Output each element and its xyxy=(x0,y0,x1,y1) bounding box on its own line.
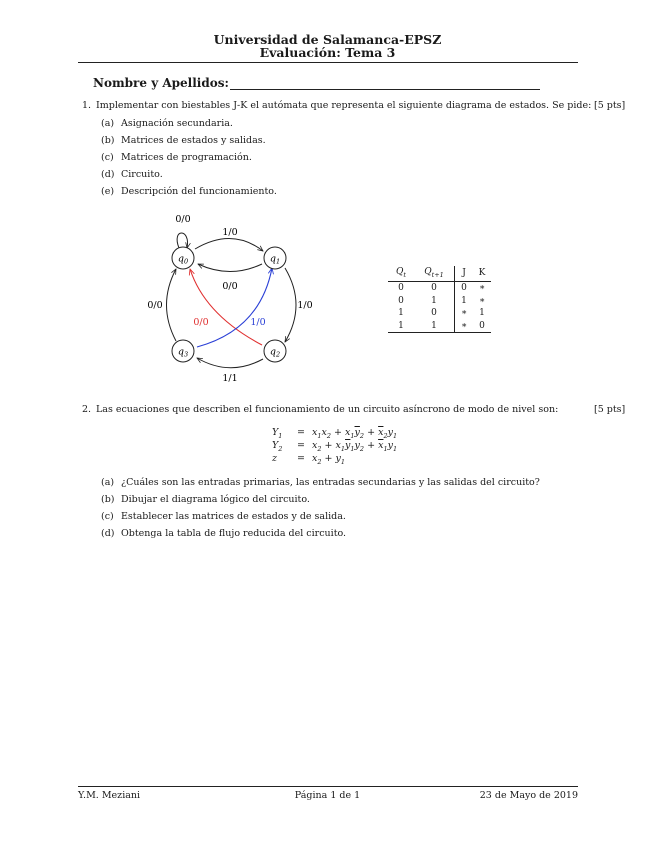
table-row xyxy=(388,295,491,308)
footer-page: Página 1 de 1 xyxy=(294,790,361,801)
label-q1-q2: 1/0 xyxy=(297,300,313,311)
item-text: Matrices de estados y salidas. xyxy=(121,135,266,146)
edge-self-q0 xyxy=(177,233,187,248)
q1-item-b xyxy=(101,135,266,146)
label-self-q0: 0/0 xyxy=(175,214,191,225)
item-label: (d) xyxy=(101,169,115,180)
edge-q3-q0 xyxy=(167,269,177,341)
item-label: (a) xyxy=(101,118,115,129)
q2-item-c xyxy=(101,511,346,522)
jk-header-qt: $Q_t$ xyxy=(395,267,406,279)
q1-item-c xyxy=(101,152,252,163)
footer-author: Y.M. Meziani xyxy=(78,790,141,801)
item-text: Circuito. xyxy=(121,169,163,180)
jk-cell: 0 xyxy=(479,320,485,331)
label-q3-q0: 0/0 xyxy=(147,300,163,311)
jk-header-k: K xyxy=(478,268,486,279)
q2-item-d xyxy=(101,528,346,539)
institution-title: Universidad de Salamanca-EPSZ xyxy=(213,32,442,47)
item-text: Dibujar el diagrama lógico del circuito. xyxy=(121,494,310,505)
jk-cell: 0 xyxy=(414,282,455,295)
item-label: (e) xyxy=(101,186,115,197)
header-rule xyxy=(78,62,578,63)
item-label: (a) xyxy=(101,477,115,488)
item-text: Establecer las matrices de estados y de salida. xyxy=(121,511,346,522)
q2-number: 2. xyxy=(82,404,92,415)
name-underline xyxy=(230,89,540,90)
edge-q3-q1 xyxy=(197,268,272,347)
state-diagram xyxy=(135,205,335,390)
label-q3-q1: 1/0 xyxy=(250,317,266,328)
q2-item-a xyxy=(101,477,540,488)
table-row xyxy=(388,307,491,320)
exam-title: Evaluación: Tema 3 xyxy=(259,45,396,60)
jk-cell: 1 xyxy=(398,320,404,331)
jk-cell: 1 xyxy=(398,308,404,319)
item-text: Asignación secundaria. xyxy=(121,118,233,129)
jk-table xyxy=(388,266,491,333)
jk-cell: ∗ xyxy=(460,320,468,331)
state-q3-label: $q_3$ xyxy=(177,346,189,359)
equation-y1: $Y_1 = x_1x_2 + x_1\overline{y}_2 + \overline{x}_2y_1$ xyxy=(272,427,398,440)
item-label: (b) xyxy=(101,135,115,146)
item-text: Obtenga la tabla de flujo reducida del circuito. xyxy=(121,528,347,539)
name-label: Nombre y Apellidos: xyxy=(93,76,229,90)
item-text: Matrices de programación. xyxy=(121,152,252,163)
label-q2-q3: 1/1 xyxy=(222,373,238,384)
jk-cell: 0 xyxy=(398,283,404,294)
item-label: (c) xyxy=(101,152,114,163)
table-row xyxy=(388,320,491,333)
edge-q2-q3 xyxy=(197,358,263,368)
jk-cell: 0 xyxy=(414,307,455,320)
q1-item-a xyxy=(101,118,233,129)
edge-q0-q1 xyxy=(195,238,263,251)
table-row xyxy=(388,282,491,295)
jk-cell: 0 xyxy=(398,295,404,306)
item-text: ¿Cuáles son las entradas primarias, las entradas secundarias y las salidas del circuito? xyxy=(121,477,540,488)
jk-cell: 1 xyxy=(461,295,467,306)
state-q0-label: $q_0$ xyxy=(177,253,189,266)
q1-points: [5 pts] xyxy=(594,100,626,111)
jk-header-j: J xyxy=(462,268,466,279)
item-label: (d) xyxy=(101,528,115,539)
jk-cell: ∗ xyxy=(478,295,486,306)
jk-cell: ∗ xyxy=(478,283,486,294)
q1-item-e xyxy=(101,186,277,197)
q2-text: Las ecuaciones que describen el funcionamiento de un circuito asíncrono de modo de nivel son: xyxy=(96,404,559,415)
jk-cell: ∗ xyxy=(460,308,468,319)
state-q1-label: $q_1$ xyxy=(269,253,281,266)
equation-z: $z = x_2 + y_1$ xyxy=(272,453,346,466)
label-q2-q0: 0/0 xyxy=(193,317,209,328)
jk-header-qt1: $Q_{t+1}$ xyxy=(414,266,455,282)
jk-cell: 1 xyxy=(414,295,455,308)
footer-date: 23 de Mayo de 2019 xyxy=(479,790,578,801)
equation-y2: $Y_2 = x_2 + x_1\overline{y}_1y_2 + \overline{x}_1y_1$ xyxy=(272,440,398,453)
item-text: Descripción del funcionamiento. xyxy=(121,186,277,197)
q1-text: Implementar con biestables J-K el autómata que representa el siguiente diagrama de estados. Se pide: xyxy=(96,100,592,111)
q2-points: [5 pts] xyxy=(594,404,626,415)
label-q0-q1: 1/0 xyxy=(222,227,238,238)
edge-q1-q0 xyxy=(198,264,262,272)
item-label: (c) xyxy=(101,511,114,522)
edge-q1-q2 xyxy=(285,268,296,342)
jk-cell: 1 xyxy=(479,308,485,319)
state-q2-label: $q_2$ xyxy=(269,346,281,359)
jk-cell: 1 xyxy=(414,320,455,333)
label-q1-q0: 0/0 xyxy=(222,281,238,292)
footer-rule xyxy=(78,786,578,787)
item-label: (b) xyxy=(101,494,115,505)
q1-item-d xyxy=(101,169,163,180)
jk-cell: 0 xyxy=(461,283,467,294)
q2-item-b xyxy=(101,494,310,505)
q1-number: 1. xyxy=(82,100,92,111)
